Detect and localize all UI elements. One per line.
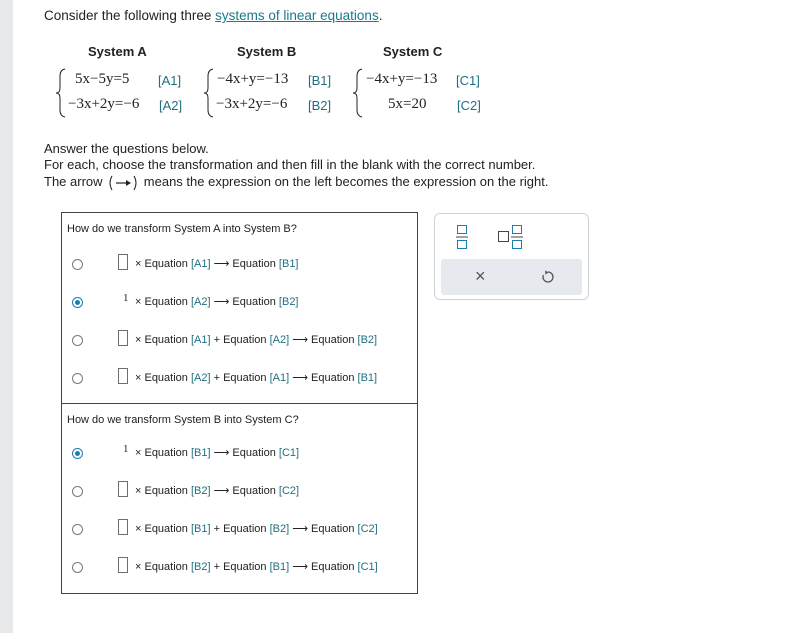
system-c-eq1: −4x+y=−13 (366, 71, 438, 87)
q2-option-4-label: × Equation [B2] + Equation [B1] ⟶ Equation [C1] (135, 561, 378, 573)
system-b-brace (204, 68, 214, 118)
question-divider (62, 403, 417, 404)
undo-icon[interactable] (541, 270, 555, 284)
system-a-brace (56, 68, 66, 118)
q2-option-2-label: × Equation [B2] ⟶ Equation [C2] (135, 485, 300, 497)
intro-prefix: Consider the following three (44, 8, 216, 23)
q1-option-1-label: × Equation [A1] ⟶ Equation [B1] (135, 258, 299, 270)
q2-option-1-radio[interactable] (72, 448, 83, 459)
q2-option-2-blank-input[interactable] (118, 481, 128, 497)
system-a-title: System A (88, 44, 147, 59)
q1-option-2-value[interactable]: 1 (123, 292, 129, 304)
q1-option-1-blank-input[interactable] (118, 254, 128, 270)
q1-option-1-radio[interactable] (72, 259, 83, 270)
question-panel (61, 212, 418, 594)
q1-option-3-blank-input[interactable] (118, 330, 128, 346)
intro-text (44, 8, 382, 23)
intro-suffix: . (378, 8, 383, 23)
instructions-line2: For each, choose the transformation and then fill in the blank with the correct number. (44, 157, 536, 172)
question-1-prompt: How do we transform System A into System B? (67, 223, 297, 235)
q2-option-1-label: × Equation [B1] ⟶ Equation [C1] (135, 447, 300, 459)
q2-option-3-label: × Equation [B1] + Equation [B2] ⟶ Equation [C2] (135, 523, 378, 535)
left-gutter (0, 0, 13, 633)
q1-option-4-radio[interactable] (72, 373, 83, 384)
q1-option-4-label: × Equation [A2] + Equation [A1] ⟶ Equation [B1] (135, 372, 378, 384)
system-a-tag2: [A2] (159, 98, 183, 113)
system-c-tag2: [C2] (457, 98, 481, 113)
system-b-tag2: [B2] (308, 98, 332, 113)
system-c-title: System C (383, 44, 443, 59)
system-a-eq1: 5x−5y=5 (75, 71, 130, 87)
system-c-brace (353, 68, 363, 118)
system-c-tag1: [C1] (456, 73, 480, 88)
system-c-eq2: 5x=20 (388, 96, 427, 112)
q2-option-1-value[interactable]: 1 (123, 443, 129, 455)
q2-option-4-radio[interactable] (72, 562, 83, 573)
system-a-tag1: [A1] (158, 73, 182, 88)
math-toolbox (434, 213, 589, 300)
linear-equations-link[interactable]: systems of linear equations (215, 8, 379, 23)
mixed-number-icon[interactable] (497, 224, 525, 250)
instructions-line1: Answer the questions below. (44, 141, 209, 156)
clear-icon[interactable]: × (475, 266, 486, 286)
system-a-eq2: −3x+2y=−6 (68, 96, 140, 112)
system-b-title: System B (237, 44, 297, 59)
q1-option-3-label: × Equation [A1] + Equation [A2] ⟶ Equation [B2] (135, 334, 378, 346)
q1-option-3-radio[interactable] (72, 335, 83, 346)
q2-option-3-radio[interactable] (72, 524, 83, 535)
system-b-eq2: −3x+2y=−6 (216, 96, 288, 112)
question-2-prompt: How do we transform System B into System C? (67, 414, 299, 426)
instructions-line3-pre: The arrow (44, 174, 103, 189)
system-b-eq1: −4x+y=−13 (217, 71, 289, 87)
q1-option-4-blank-input[interactable] (118, 368, 128, 384)
q1-option-2-radio[interactable] (72, 297, 83, 308)
instructions-line3 (44, 174, 548, 191)
q2-option-4-blank-input[interactable] (118, 557, 128, 573)
toolbox-actions (441, 259, 582, 295)
fraction-icon[interactable] (455, 224, 469, 250)
arrow-symbol-icon (107, 175, 139, 191)
instructions-line3-post: means the expression on the left becomes the expression on the right. (143, 174, 549, 189)
q1-option-2-label: × Equation [A2] ⟶ Equation [B2] (135, 296, 299, 308)
system-b-tag1: [B1] (308, 73, 332, 88)
q2-option-2-radio[interactable] (72, 486, 83, 497)
q2-option-3-blank-input[interactable] (118, 519, 128, 535)
